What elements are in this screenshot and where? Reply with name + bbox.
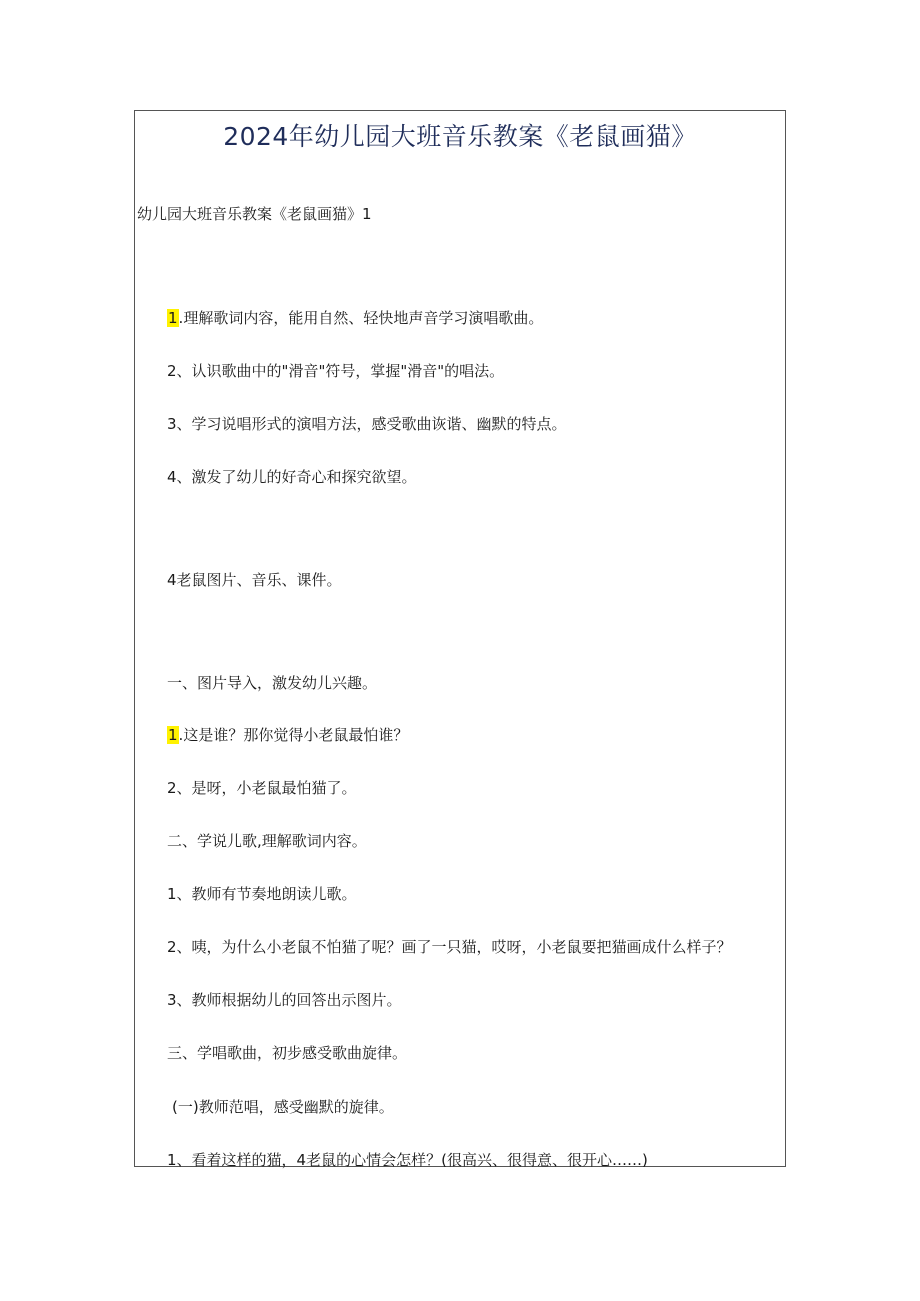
line-text: .理解歌词内容，能用自然、轻快地声音学习演唱歌曲。 <box>178 309 544 327</box>
section-2-heading: 二、学说儿歌,理解歌词内容。 <box>167 832 367 850</box>
objective-1 <box>167 307 543 328</box>
highlight-mark: 1 <box>168 726 178 744</box>
materials-line: 4老鼠图片、音乐、课件。 <box>167 571 342 589</box>
section-3-sub-heading: (一)教师范唱，感受幽默的旋律。 <box>172 1098 394 1116</box>
objective-4: 4、激发了幼儿的好奇心和探究欲望。 <box>167 468 417 486</box>
section-2-step-1: 1、教师有节奏地朗读儿歌。 <box>167 885 357 903</box>
section-1-heading: 一、图片导入，激发幼儿兴趣。 <box>167 674 378 692</box>
objective-3: 3、学习说唱形式的演唱方法，感受歌曲诙谐、幽默的特点。 <box>167 415 567 433</box>
document-title: 2024年幼儿园大班音乐教案《老鼠画猫》 <box>223 122 697 151</box>
section-2-step-2: 2、咦，为什么小老鼠不怕猫了呢？画了一只猫，哎呀，小老鼠要把猫画成什么样子？ <box>167 938 732 956</box>
objective-2: 2、认识歌曲中的"滑音"符号，掌握"滑音"的唱法。 <box>167 362 505 380</box>
section-1-step-1 <box>167 724 408 745</box>
section-3-step-1: 1、看着这样的猫，4老鼠的心情会怎样？(很高兴、很得意、很开心……) <box>167 1151 648 1169</box>
section-1-step-2: 2、是呀，小老鼠最怕猫了。 <box>167 779 357 797</box>
section-3-heading: 三、学唱歌曲，初步感受歌曲旋律。 <box>167 1044 408 1062</box>
line-text: .这是谁？那你觉得小老鼠最怕谁？ <box>178 726 409 744</box>
section-2-step-3: 3、教师根据幼儿的回答出示图片。 <box>167 991 402 1009</box>
highlight-mark: 1 <box>168 309 178 327</box>
document-subtitle: 幼儿园大班音乐教案《老鼠画猫》1 <box>137 205 372 223</box>
